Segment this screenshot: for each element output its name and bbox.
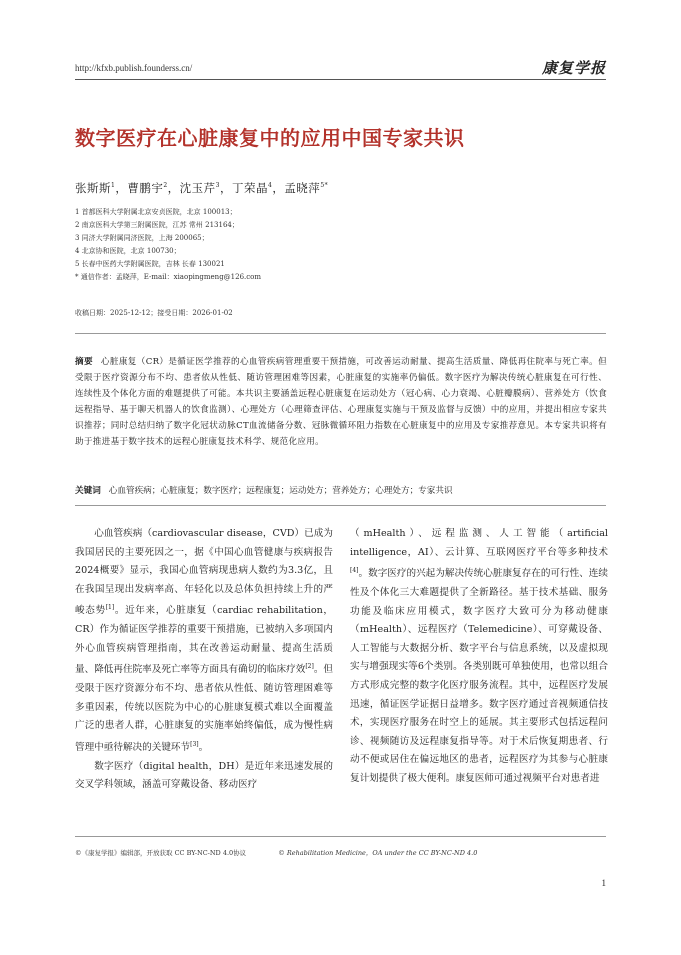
author-affil-mark: 5*: [320, 182, 329, 190]
citation-ref[interactable]: [3]: [190, 740, 199, 748]
body-text: 。数字医疗的兴起为解决传统心脏康复存在的可行性、连续性及个体化三大难题提供了全新路径。基于技术基础、服务功能及临床应用模式，数字医疗大致可分为移动健康（mHealth）、远程医疗（Telemedicine）、可穿戴设备、人工智能与大数据分析、数字平台与信息系统，以及虚拟现实与增强现实等6个类别。各类别既可单独使用，也常以组合方式形成完整的数字化医疗服务流程。其中，远程医疗发展迅速，循证医学证据日益增多。数字医疗通过音视频通信技术，实现医疗服务在时空上的延展。其主要形式包括远程问诊、视频随访及远程康复指导等。对于术后恢复期患者、行动不便或居住在偏远地区的患者，远程医疗为其参与心脏康复计划提供了极大便利。康复医师可通过视频平台对患者进: [350, 568, 608, 784]
abstract: [75, 354, 607, 450]
body-text: 。近年来，心脏康复（cardiac rehabilitation，CR）作为循证医学推荐的重要干预措施，已被纳入多项国内外心血管疾病管理指南，其在改善运动耐量、提高生活质量、降低再住院率及死亡率等方面具有确切的临床疗效: [75, 605, 334, 676]
corresponding-author: * 通信作者：孟晓萍，E-mail：xiaopingmeng@126.com: [75, 273, 262, 281]
author-affil-mark: 4: [267, 182, 273, 190]
abstract-text: 心脏康复（CR）是循证医学推荐的心血管疾病管理重要干预措施，可改善运动耐量、提高生活质量、降低再住院率与死亡率。但受限于医疗资源分布不均、患者依从性低、随访管理困难等因素，心脏康复的实施率仍偏低。数字医疗为解决传统心脏康复在可行性、连续性及个体化方面的难题提供了可能。本共识主要涵盖远程心脏康复在运动处方（冠心病、心力衰竭、心脏瓣膜病）、营养处方（饮食远程指导、基于聊天机器人的饮食监测）、心理处方（心理筛查评估、心理康复实施与干预及监督与反馈）中的应用，并提出相应专家共识推荐；同时总结归纳了数字化冠状动脉CT血流储备分数、冠脉微循环阻力指数在心脏康复中的应用及专家推荐意见。本专家共识将有助于推进基于数字技术的远程心脏康复技术科学、规范化应用。: [75, 357, 607, 447]
author-name: 孟晓萍: [284, 181, 321, 195]
affiliation-item: 5 长春中医药大学附属医院，吉林 长春 130021: [75, 260, 225, 268]
body-paragraph: 数字医疗（digital health，DH）是近年来迅速发展的交叉学科领域，涵盖可穿戴设备、移动医疗: [75, 760, 333, 791]
header-rule: [75, 79, 606, 80]
body-text: （mHealth）、远程监测、人工智能（artificial intelligence，AI）、云计算、互联网医疗平台等多种技术: [350, 528, 608, 558]
license-cn: ©《康复学报》编辑部，开放获取 CC BY-NC-ND 4.0协议: [75, 849, 247, 857]
journal-url[interactable]: http://kfxb.publish.founderss.cn/: [75, 63, 193, 73]
keywords: [75, 484, 607, 496]
license-en: © Rehabilitation Medicine，OA under the CC BY-NC-ND 4.0: [278, 849, 478, 857]
body-paragraph: [350, 525, 608, 789]
body-paragraph: [75, 525, 333, 758]
author-name: 张斯斯: [75, 181, 111, 195]
license-footer: [75, 848, 607, 857]
body-column-left: [75, 525, 333, 795]
body-column-right: [350, 525, 608, 789]
keywords-text: 心血管疾病；心脏康复；数字医疗；远程康复；运动处方；营养处方；心理处方；专家共识: [108, 486, 453, 496]
affiliation-item: 4 北京协和医院，北京 100730；: [75, 247, 181, 255]
keywords-label: 关键词: [75, 486, 101, 496]
author-name: 曹鹏宇: [127, 181, 164, 195]
journal-name: 康复学报: [541, 59, 606, 77]
divider: [75, 333, 606, 334]
affiliation-item: 3 同济大学附属同济医院，上海 200065；: [75, 234, 209, 242]
author-name: 沈玉芹: [179, 181, 216, 195]
page-number: 1: [601, 878, 606, 888]
affiliation-item: 2 南京医科大学第三附属医院，江苏 常州 213164；: [75, 221, 239, 229]
affiliation-list: [75, 206, 261, 284]
author-affil-mark: 2: [163, 182, 168, 190]
divider: [75, 505, 606, 506]
abstract-label: 摘要: [75, 357, 93, 367]
citation-ref[interactable]: [2]: [305, 663, 314, 671]
author-list: 张斯斯$^1$，曹鹏宇$^2$，沈玉芹$^3$，丁荣晶$^4$，孟晓萍$^{5*}$: [75, 181, 329, 195]
body-text: 。: [198, 742, 209, 754]
citation-ref[interactable]: [4]: [350, 567, 359, 575]
paper-title: 数字医疗在心脏康复中的应用中国专家共识: [75, 126, 465, 150]
author-affil-mark: 1: [111, 182, 116, 190]
received-accepted-dates: 收稿日期：2025-12-12；接受日期：2026-01-02: [75, 309, 233, 317]
footer-rule: [75, 836, 606, 837]
affiliation-item: 1 首都医科大学附属北京安贞医院，北京 100013；: [75, 208, 237, 216]
body-text: 心血管疾病（cardiovascular disease，CVD）已成为我国居民的主要死因之一，据《中国心血管健康与疾病报告2024概要》显示，我国心血管病现患病人数约为3.3亿，且在我国呈现出发病率高、年轻化以及总体负担持续上升的严峻态势: [75, 528, 333, 617]
author-name: 丁荣晶: [231, 181, 268, 195]
citation-ref[interactable]: [1]: [105, 604, 115, 612]
author-affil-mark: 3: [215, 182, 220, 190]
body-text: 。但受限于医疗资源分布不均、患者依从性低、随访管理困难等多重因素，传统以医院为中心的心脏康复模式难以全面覆盖广泛的患者人群，心脏康复的实施率始终偏低，成为慢性病管理中亟待解决的关键环节: [75, 664, 334, 754]
